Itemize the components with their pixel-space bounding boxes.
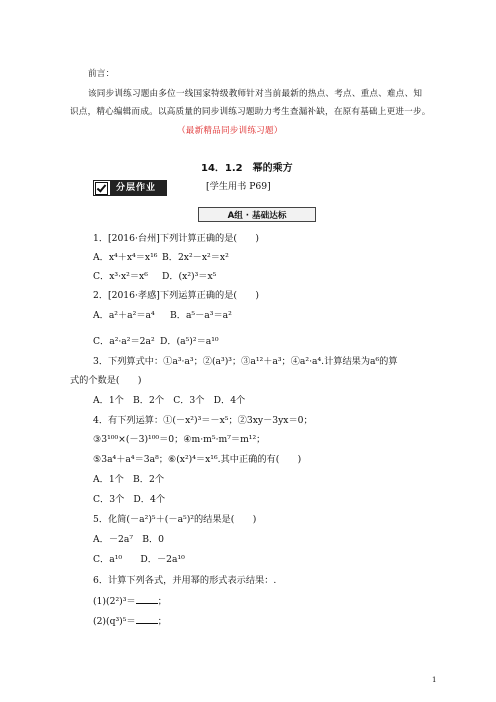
layer-work-header [93, 180, 167, 196]
q3-line-2: 式的个数是( ) [70, 375, 142, 386]
student-book-ref: [学生用书 P69] [206, 181, 271, 192]
q6-stem: 6．计算下列各式，并用幂的形式表示结果：. [93, 575, 277, 586]
q6-part-1-expr: (1)(2²)³＝ [93, 596, 136, 607]
preface-label: 前言： [88, 69, 115, 79]
q2-option-a: A．a²＋a²＝a⁴ [93, 310, 155, 321]
q2-stem: 2．[2016·孝感]下列运算正确的是( ) [93, 290, 259, 301]
group-banner [198, 207, 316, 222]
section-title: 14．1.2 幂的乘方 [201, 163, 293, 174]
preface-tag: （最新精品同步训练习题） [177, 126, 283, 136]
q5-stem: 5．化简(－a²)⁵＋(－a⁵)²的结果是( ) [93, 514, 257, 525]
group-banner-label: A组 · 基础达标 [227, 210, 287, 221]
q1-option-d: D．(x²)³＝x⁵ [162, 271, 217, 282]
q4-line-1: 4．有下列运算：①(－x²)³＝－x⁵；②3xy－3yx＝0； [93, 415, 313, 426]
q1-option-a: A．x⁴＋x⁴＝x¹⁶ [93, 252, 158, 263]
q3-options: A．1个 B．2个 C．3个 D．4个 [93, 395, 246, 406]
q5-options-row-1: A．－2a⁷ B．0 [93, 534, 164, 545]
q2-option-d: D．(a⁵)²＝a¹⁰ [160, 336, 219, 347]
q4-options-row-1: A．1个 B．2个 [93, 474, 165, 485]
q3-line-1: 3．下列算式中：①a³·a³；②(a³)³；③a¹²＋a³；④a²·a⁴.计算结果为a⁶的算 [93, 356, 398, 367]
q5-options-row-2: C．a¹⁰ D．－2a¹⁰ [93, 554, 185, 565]
q6-part-1-answer-blank[interactable] [136, 594, 158, 604]
preface-line-1: 该同步训练习题由多位一线国家特级教师针对当前最新的热点、考点、重点、难点、知 [88, 89, 423, 99]
q4-line-3: ⑤3a⁴＋a⁴＝3a⁸；⑥(x²)⁴＝x¹⁶.其中正确的有( ) [93, 454, 302, 465]
q1-stem: 1．[2016·台州]下列计算正确的是( ) [93, 233, 259, 244]
page-number: 1 [432, 676, 437, 684]
q1-option-b: B．2x²－x²＝x² [162, 252, 229, 263]
preface-line-2: 识点，精心编辑而成。以高质量的同步训练习题助力考生查漏补缺，在原有基础上更进一步。 [70, 107, 431, 117]
q6-part-2-end: ； [157, 616, 167, 627]
q6-part-2-answer-blank[interactable] [136, 614, 158, 624]
q2-option-c: C．a²·a²＝2a² [93, 336, 155, 347]
q4-options-row-2: C．3个 D．4个 [93, 494, 166, 505]
q6-part-1-end: ； [157, 596, 167, 607]
q6-part-1 [93, 594, 167, 608]
q2-option-b: B．a⁵－a³＝a² [170, 310, 232, 321]
q6-part-2-expr: (2)(q³)⁵＝ [93, 616, 136, 627]
q1-option-c: C．x³·x²＝x⁶ [93, 271, 148, 282]
layer-work-label: 分层作业 [110, 181, 166, 195]
q4-line-2: ③3¹⁰⁰×(－3)¹⁰⁰＝0；④m·m⁵·m⁷＝m¹²； [93, 434, 266, 445]
check-icon [95, 182, 108, 195]
q6-part-2 [93, 614, 167, 628]
